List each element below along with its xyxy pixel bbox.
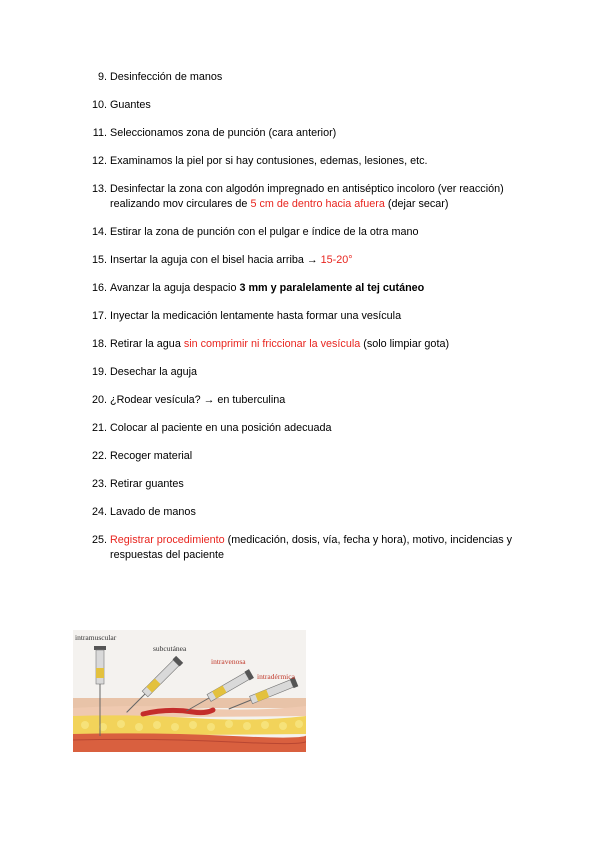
step-text-part: Recoger material bbox=[110, 450, 193, 462]
muscle-layer bbox=[73, 733, 306, 752]
highlight-text: 5 cm de dentro hacia afuera bbox=[250, 198, 385, 210]
step-text bbox=[107, 309, 540, 324]
step-text bbox=[107, 281, 540, 296]
bold-text: 3 mm y paralelamente al tej cutáneo bbox=[239, 282, 425, 294]
step-text-part: Avanzar la aguja despacio bbox=[110, 282, 240, 294]
injection-diagram bbox=[73, 630, 306, 752]
step-item bbox=[90, 126, 540, 141]
step-item bbox=[90, 309, 540, 324]
step-item bbox=[90, 365, 540, 380]
step-text bbox=[107, 253, 540, 268]
injection-types-illustration bbox=[73, 630, 306, 752]
step-item bbox=[90, 533, 540, 563]
step-text-part: Colocar al paciente en una posición adecuada bbox=[110, 422, 332, 434]
step-number: 25. bbox=[91, 534, 107, 546]
step-number: 13. bbox=[91, 183, 107, 195]
step-number: 21. bbox=[91, 422, 107, 434]
step-number: 9. bbox=[97, 71, 107, 83]
step-item bbox=[90, 449, 540, 464]
step-number: 19. bbox=[91, 366, 107, 378]
step-text-part: Lavado de manos bbox=[110, 506, 196, 518]
step-text bbox=[107, 225, 540, 240]
step-text-part: Guantes bbox=[110, 99, 151, 111]
step-text-part: Retirar guantes bbox=[110, 478, 184, 490]
step-text bbox=[107, 154, 540, 169]
step-text bbox=[107, 126, 540, 141]
step-text bbox=[107, 337, 540, 352]
highlight-text: Registrar procedimiento bbox=[110, 534, 225, 546]
step-text bbox=[107, 533, 540, 563]
step-text bbox=[107, 477, 540, 492]
step-text bbox=[107, 449, 540, 464]
step-item bbox=[90, 182, 540, 212]
step-number: 18. bbox=[91, 338, 107, 350]
step-item bbox=[90, 337, 540, 352]
step-item bbox=[90, 505, 540, 520]
step-text-part: (solo limpiar gota) bbox=[360, 338, 450, 350]
label-subcutanea: subcutánea bbox=[153, 644, 187, 653]
step-number: 24. bbox=[91, 506, 107, 518]
step-text bbox=[107, 98, 540, 113]
step-number: 20. bbox=[91, 394, 107, 406]
step-text bbox=[107, 70, 540, 85]
highlight-text: 15-20° bbox=[320, 254, 353, 266]
step-item bbox=[90, 154, 540, 169]
step-text-part: Desinfección de manos bbox=[110, 71, 223, 83]
step-number: 10. bbox=[91, 99, 107, 111]
step-text-part: Examinamos la piel por si hay contusiones, edemas, lesiones, etc. bbox=[110, 155, 428, 167]
step-item bbox=[90, 281, 540, 296]
step-text bbox=[107, 365, 540, 380]
step-item bbox=[90, 253, 540, 268]
step-number: 23. bbox=[91, 478, 107, 490]
step-number: 16. bbox=[91, 282, 107, 294]
step-text-part: ¿Rodear vesícula? → en tuberculina bbox=[110, 394, 286, 406]
step-text bbox=[107, 505, 540, 520]
step-item bbox=[90, 98, 540, 113]
highlight-text: sin comprimir ni friccionar la vesícula bbox=[183, 338, 361, 350]
label-intravenosa: intravenosa bbox=[211, 657, 246, 666]
step-text bbox=[107, 182, 540, 212]
step-number: 14. bbox=[91, 226, 107, 238]
step-item bbox=[90, 70, 540, 85]
step-text-part: Estirar la zona de punción con el pulgar e índice de la otra mano bbox=[110, 226, 419, 238]
step-text-part: Desinfectar la zona con algodón impregnado en antiséptico incoloro (ver reacción) realizando mov circulares de bbox=[110, 183, 504, 210]
step-number: 17. bbox=[91, 310, 107, 322]
step-item bbox=[90, 393, 540, 408]
label-intradermica: intradérmica bbox=[257, 672, 295, 681]
procedure-steps-list bbox=[90, 70, 540, 563]
step-text-part: Retirar la agua bbox=[110, 338, 184, 350]
step-text bbox=[107, 421, 540, 436]
step-number: 15. bbox=[91, 254, 107, 266]
step-number: 22. bbox=[91, 450, 107, 462]
step-text-part: Seleccionamos zona de punción (cara anterior) bbox=[110, 127, 337, 139]
step-item bbox=[90, 421, 540, 436]
step-text-part: Insertar la aguja con el bisel hacia arriba → bbox=[110, 254, 321, 266]
step-text bbox=[107, 393, 540, 408]
step-number: 12. bbox=[91, 155, 107, 167]
step-item bbox=[90, 225, 540, 240]
step-item bbox=[90, 477, 540, 492]
step-number: 11. bbox=[92, 127, 107, 139]
step-text-part: Desechar la aguja bbox=[110, 366, 198, 378]
label-intramuscular: intramuscular bbox=[75, 633, 117, 642]
step-text-part: Inyectar la medicación lentamente hasta formar una vesícula bbox=[110, 310, 402, 322]
step-text-part: (medicación, dosis, vía, fecha y hora), motivo, incidencias y respuestas del paciente bbox=[110, 534, 513, 561]
step-text-part: (dejar secar) bbox=[384, 198, 449, 210]
